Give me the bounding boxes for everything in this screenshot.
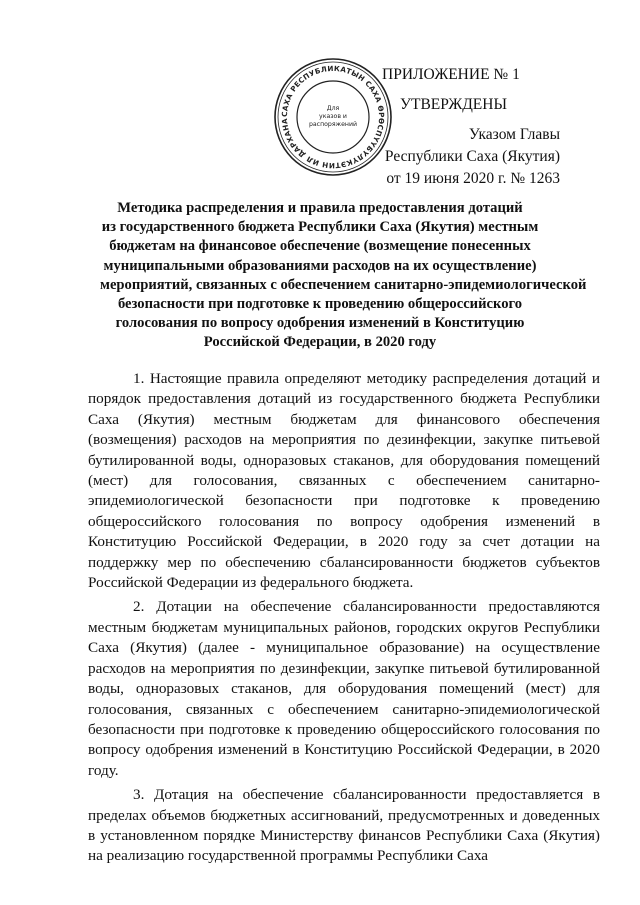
title-line: из государственного бюджета Республики Саха (Якутия) местным (101, 219, 539, 236)
title-line: безопасности при подготовке к проведению общероссийского (117, 296, 523, 313)
document-body (88, 369, 600, 867)
title-line: Российской Федерации, в 2020 году (203, 334, 437, 351)
paragraph-1: 1. Настоящие правила определяют методику распределения дотаций и порядок предоставления дотаций из государственного бюджета Республики Саха (Якутия) местным бюджетам для финансового обеспечения (возмещения) расходов на мероприятия по дезинфекции, закупке питьевой бутилированной воды, одноразовых стаканов, для оборудования помещений (мест) для голосования, связанных с обеспечением санитарно-эпидемиологической безопасности при подготовке к проведению общероссийского голосования по вопросу одобрения изменений в Конституцию Российской Федерации, в 2020 году за счет дотации на поддержку мер по обеспечению сбалансированности бюджетов субъектов Российской Федерации из федерального бюджета. (88, 370, 600, 592)
appendix-date-line: от 19 июня 2020 г. № 1263 (386, 170, 560, 187)
seal-ring-text: САХА РЕСПУБЛИКАТЫН САХА ӨРӨСПҮҮБҮЛҮКЭТИН ИЛ ДАРХАНА (279, 63, 387, 171)
appendix-block (372, 64, 592, 190)
appendix-title: ПРИЛОЖЕНИЕ № 1 (382, 66, 520, 83)
seal-inner-line: распоряжений (308, 121, 358, 128)
title-line: Методика распределения и правила предоставления дотаций (117, 200, 523, 216)
title-line: муниципальными образованиями расходов на их осуществление) (103, 257, 537, 274)
appendix-approved: УТВЕРЖДЕНЫ (400, 96, 507, 113)
seal-inner-text (309, 105, 357, 128)
document-title (100, 199, 587, 353)
title-line: голосования по вопросу одобрения изменений в Конституцию (115, 315, 525, 332)
appendix-decree-line: Указом Главы (468, 126, 560, 143)
seal-inner-line: Для (326, 105, 340, 112)
paragraph-3: 3. Дотация на обеспечение сбалансированности предоставляется в пределах объемов бюджетных ассигнований, предусмотренных и доведенных в установленном порядке Министерству финансов Республики Саха (Якутия) на реализацию государственной программы Республики Саха (88, 786, 600, 865)
appendix-republic-line: Республики Саха (Якутия) (384, 148, 560, 165)
seal-inner-line: указов и (319, 113, 347, 120)
title-line: бюджетам на финансовое обеспечение (возмещение понесенных (109, 238, 531, 255)
title-line: мероприятий, связанных с обеспечением санитарно-эпидемиологической (100, 276, 587, 293)
paragraph-2: 2. Дотации на обеспечение сбалансированности предоставляются местным бюджетам муниципальных районов, городских округов Республики Саха (Якутия) (далее - муниципальное образование) на осуществление расходов на мероприятия по дезинфекции, закупке питьевой бутилированной воды, одноразовых стаканов, для оборудования помещений (мест) для голосования, связанных с обеспечением санитарно-эпидемиологической безопасности при подготовке к проведению общероссийского голосования по вопросу одобрения изменений в Конституцию Российской Федерации, в 2020 году. (88, 598, 600, 779)
